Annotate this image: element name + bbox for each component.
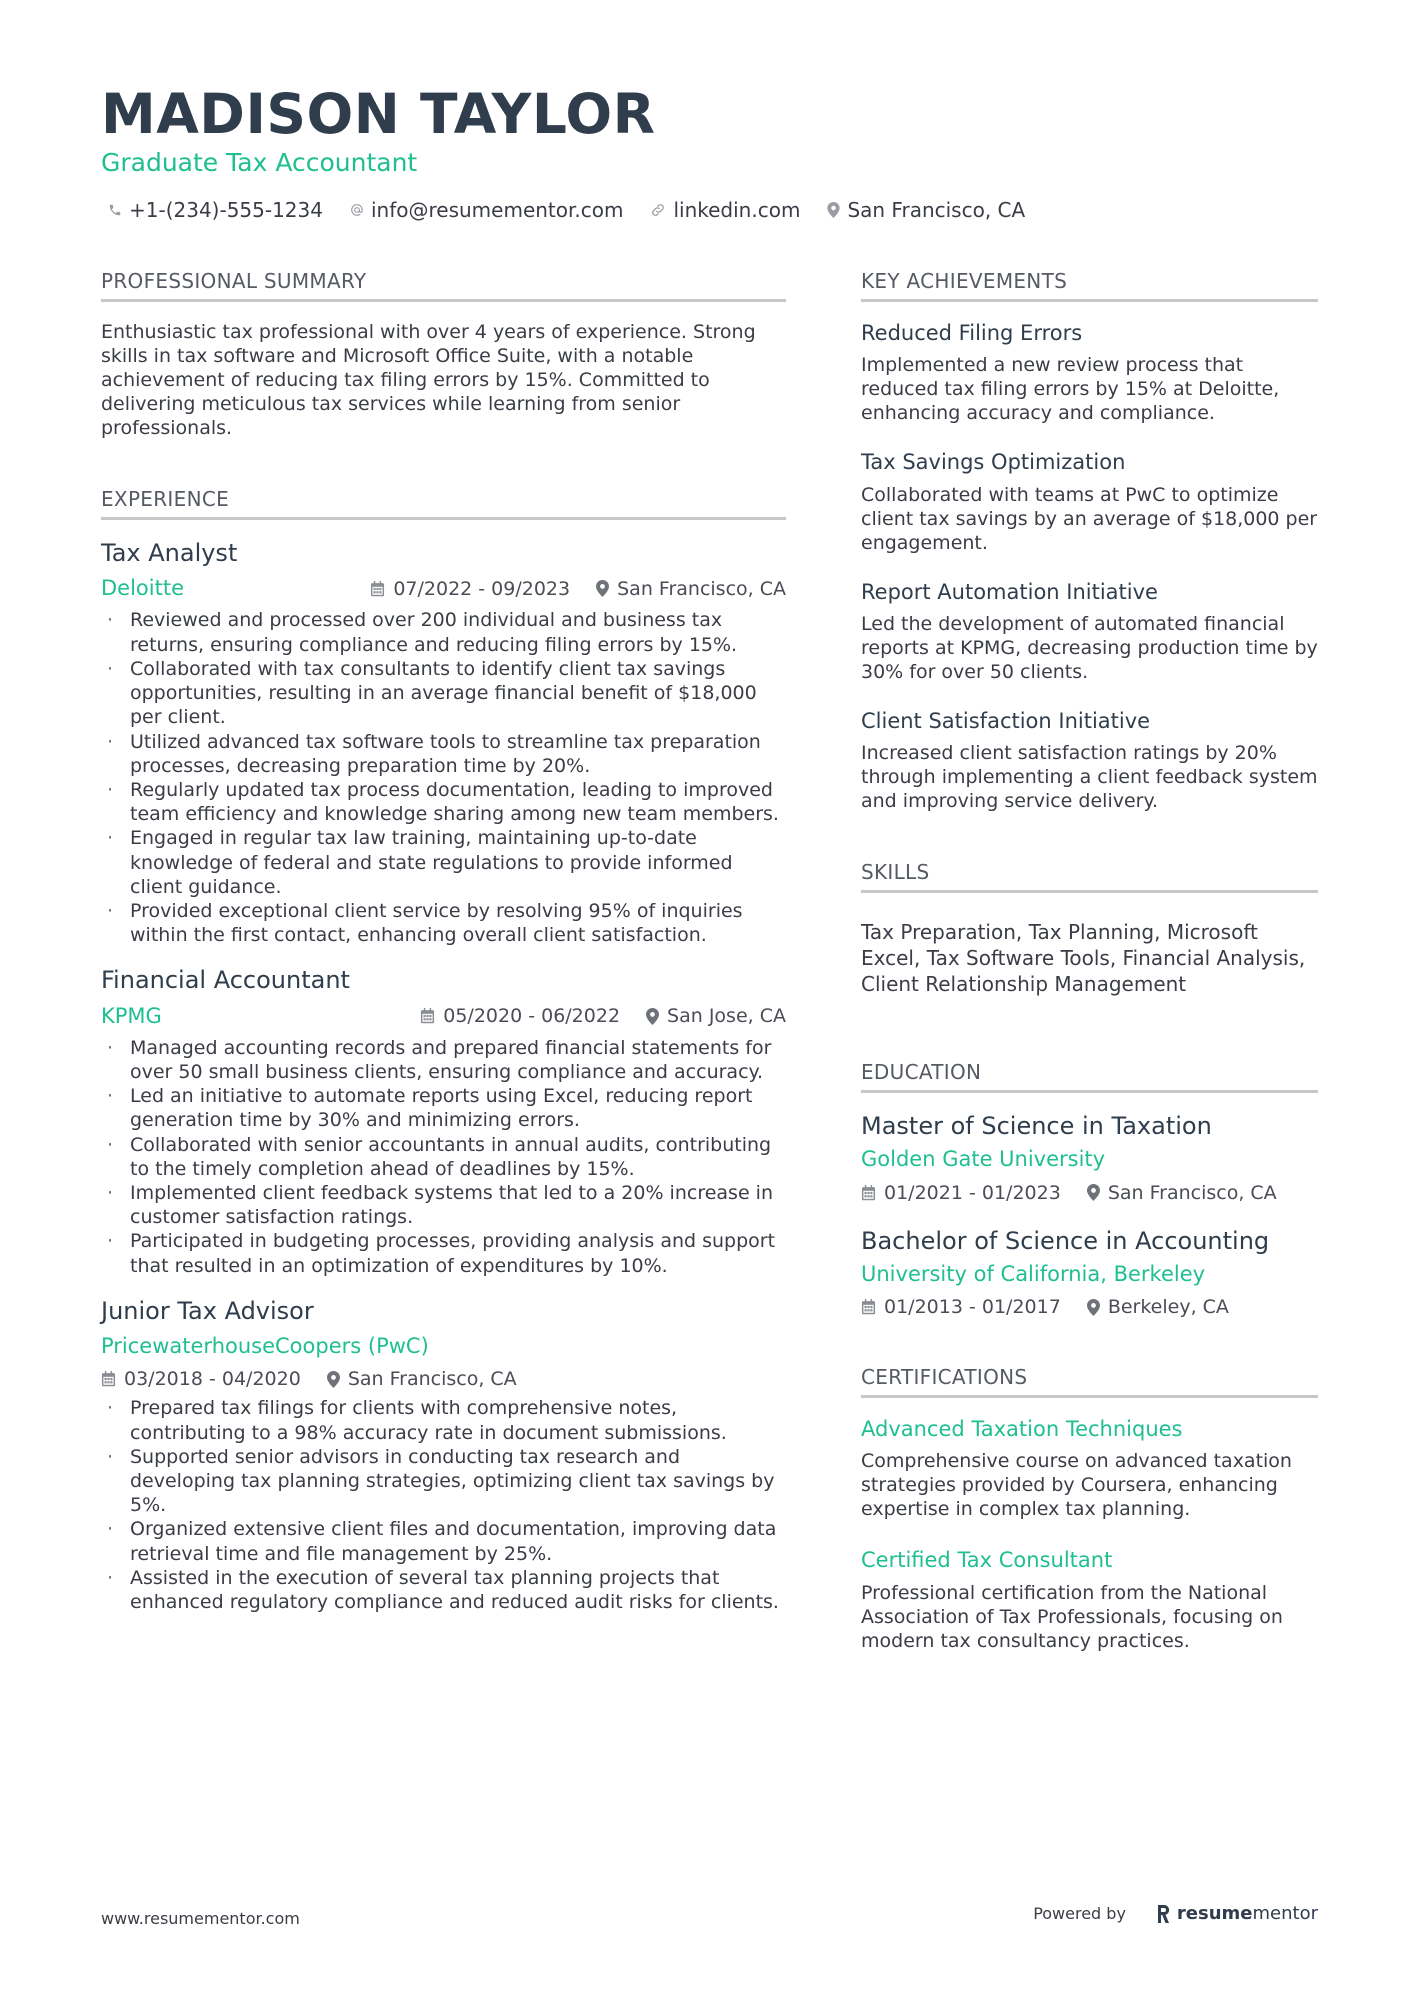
- education-dates-text: 01/2021 - 01/2023: [884, 1181, 1061, 1204]
- achievement-title: Tax Savings Optimization: [861, 450, 1126, 475]
- education-meta: [861, 1296, 1318, 1318]
- contact-linkedin[interactable]: [650, 198, 800, 222]
- contact-location: [827, 198, 1025, 222]
- calendar-icon: [420, 1008, 435, 1024]
- linkedin-text: linkedin.com: [673, 198, 801, 222]
- job-location: [646, 1005, 786, 1027]
- skills-heading: SKILLS: [861, 859, 1318, 893]
- certification-title: Advanced Taxation Techniques: [861, 1417, 1183, 1442]
- education-location-text: San Francisco, CA: [1107, 1181, 1277, 1204]
- footer-url[interactable]: www.resumementor.com: [101, 1909, 300, 1928]
- job-location: [327, 1368, 517, 1390]
- job-dates: [370, 578, 570, 600]
- school-name: University of California, Berkeley: [861, 1261, 1206, 1286]
- at-icon: [350, 203, 364, 217]
- achievement-desc: Implemented a new review process that reduced tax filing errors by 15% at Deloitte, enhancing accuracy and compliance.: [861, 354, 1280, 425]
- bullet-item: · Prepared tax filings for clients with comprehensive notes, contributing to a 98% accuracy rate in document submissions.: [101, 1396, 786, 1444]
- degree-title: Bachelor of Science in Accounting: [861, 1226, 1270, 1255]
- job-meta: [370, 578, 786, 600]
- summary-heading: PROFESSIONAL SUMMARY: [101, 268, 786, 302]
- school-name: Golden Gate University: [861, 1147, 1106, 1172]
- footer-powered-by: [1033, 1903, 1318, 1924]
- job-dates-text: 05/2020 - 06/2022: [443, 1005, 621, 1028]
- right-column: [861, 268, 1318, 1679]
- location-text: San Francisco, CA: [847, 198, 1026, 222]
- job-entry: [101, 965, 786, 1278]
- location-pin-icon: [827, 202, 840, 218]
- bullet-item: · Organized extensive client files and documentation, improving data retrieval time and file management by 25%.: [101, 1517, 786, 1565]
- company-name: KPMG: [101, 1003, 162, 1028]
- calendar-icon: [861, 1185, 876, 1201]
- bullet-item: · Collaborated with senior accountants in annual audits, contributing to the timely completion ahead of deadlines by 15%.: [101, 1133, 786, 1181]
- email-text: info@resumementor.com: [370, 198, 624, 222]
- job-bullets: [101, 1036, 786, 1278]
- education-dates: [861, 1182, 1061, 1204]
- education-meta: [861, 1182, 1318, 1204]
- bullet-item: · Participated in budgeting processes, providing analysis and support that resulted in an optimization of expenditures by 10%.: [101, 1229, 786, 1277]
- experience-heading: EXPERIENCE: [101, 486, 786, 520]
- achievements-heading: KEY ACHIEVEMENTS: [861, 268, 1318, 302]
- certification-desc: Professional certification from the National Association of Tax Professionals, focusing on modern tax consultancy practices.: [861, 1581, 1283, 1652]
- achievement-title: Reduced Filing Errors: [861, 321, 1083, 345]
- summary-text: Enthusiastic tax professional with over 4 years of experience. Strong skills in tax software and Microsoft Office Suite, with a notable achievement of reducing tax filing errors by 15%. Committed to delivering meticulous tax services while learning from senior professionals.: [101, 321, 756, 439]
- achievement-item: [861, 449, 1318, 554]
- job-bullets: [101, 608, 786, 947]
- education-item: [861, 1226, 1318, 1318]
- job-meta: [101, 1368, 786, 1390]
- contact-email[interactable]: [350, 198, 623, 222]
- education-location: [1087, 1182, 1277, 1204]
- bullet-item: · Managed accounting records and prepared financial statements for over 50 small business clients, ensuring compliance and accuracy.: [101, 1036, 786, 1084]
- degree-title: Master of Science in Taxation: [861, 1112, 1212, 1141]
- powered-by-text: Powered by: [1033, 1904, 1126, 1923]
- location-pin-icon: [1087, 1184, 1100, 1201]
- certification-desc: Comprehensive course on advanced taxation strategies provided by Coursera, enhancing expertise in complex tax planning.: [861, 1450, 1292, 1521]
- certification-item: [861, 1547, 1318, 1652]
- bullet-item: · Collaborated with tax consultants to identify client tax savings opportunities, resulting in an average financial benefit of $18,000 per client.: [101, 657, 786, 730]
- certifications-heading: CERTIFICATIONS: [861, 1364, 1318, 1398]
- education-location-text: Berkeley, CA: [1107, 1296, 1229, 1319]
- job-dates-text: 03/2018 - 04/2020: [124, 1368, 301, 1391]
- company-name: PricewaterhouseCoopers (PwC): [101, 1334, 429, 1359]
- achievement-title: Client Satisfaction Initiative: [861, 708, 1151, 733]
- job-entry: [101, 1296, 786, 1614]
- education-location: [1087, 1296, 1229, 1318]
- achievement-desc: Led the development of automated financial reports at KPMG, decreasing production time by 30% for over 50 clients.: [861, 612, 1318, 683]
- job-header-row: [101, 1003, 786, 1030]
- job-title: Junior Tax Advisor: [101, 1296, 314, 1325]
- job-header-row: [101, 575, 786, 602]
- job-entry: [101, 538, 786, 947]
- bullet-item: · Assisted in the execution of several tax planning projects that enhanced regulatory compliance and reduced audit risks for clients.: [101, 1566, 786, 1614]
- skills-text: Tax Preparation, Tax Planning, Microsoft Excel, Tax Software Tools, Financial Analysis, Client Relationship Management: [861, 920, 1306, 997]
- location-pin-icon: [596, 580, 609, 597]
- job-dates: [101, 1368, 301, 1390]
- brand-bold: resume: [1176, 1903, 1253, 1924]
- contact-bar: [108, 198, 1052, 222]
- bullet-item: · Regularly updated tax process documentation, leading to improved team efficiency and knowledge sharing among new team members.: [101, 778, 786, 826]
- bullet-item: · Reviewed and processed over 200 individual and business tax returns, ensuring compliance and reducing filing errors by 15%.: [101, 608, 786, 656]
- job-location: [596, 578, 786, 600]
- contact-phone[interactable]: [108, 198, 323, 222]
- bullet-item: · Led an initiative to automate reports using Excel, reducing report generation time by 30% and minimizing errors.: [101, 1084, 786, 1132]
- candidate-role: Graduate Tax Accountant: [101, 148, 418, 177]
- phone-icon: [108, 203, 122, 217]
- job-dates: [420, 1005, 620, 1027]
- job-title: Tax Analyst: [101, 539, 238, 567]
- achievement-item: [861, 708, 1318, 813]
- achievement-desc: Collaborated with teams at PwC to optimize client tax savings by an average of $18,000 per engagement.: [861, 483, 1318, 554]
- achievement-item: [861, 320, 1318, 425]
- link-icon: [650, 202, 666, 218]
- bullet-item: · Supported senior advisors in conducting tax research and developing tax planning strategies, optimizing client tax savings by 5%.: [101, 1445, 786, 1518]
- job-title: Financial Accountant: [101, 966, 350, 995]
- education-heading: EDUCATION: [861, 1059, 1318, 1093]
- company-name: Deloitte: [101, 576, 184, 601]
- candidate-name: MADISON TAYLOR: [101, 82, 656, 146]
- job-location-text: San Francisco, CA: [347, 1368, 517, 1391]
- bullet-item: · Provided exceptional client service by resolving 95% of inquiries within the first contact, enhancing overall client satisfaction.: [101, 899, 786, 947]
- achievement-title: Report Automation Initiative: [861, 579, 1158, 604]
- brand-logo[interactable]: [1156, 1903, 1318, 1924]
- resumementor-logo-icon: [1156, 1904, 1171, 1924]
- brand-rest: mentor: [1252, 1903, 1318, 1924]
- phone-text: +1-(234)-555-1234: [129, 198, 323, 222]
- education-item: [861, 1111, 1318, 1203]
- bullet-item: · Utilized advanced tax software tools to streamline tax preparation processes, decreasing preparation time by 20%.: [101, 730, 786, 778]
- calendar-icon: [861, 1299, 876, 1315]
- location-pin-icon: [327, 1371, 340, 1388]
- bullet-item: · Implemented client feedback systems that led to a 20% increase in customer satisfaction ratings.: [101, 1181, 786, 1229]
- education-dates-text: 01/2013 - 01/2017: [884, 1296, 1061, 1319]
- left-column: [101, 268, 786, 1632]
- job-meta: [420, 1005, 786, 1027]
- job-location-text: San Jose, CA: [667, 1005, 786, 1028]
- job-dates-text: 07/2022 - 09/2023: [393, 577, 571, 600]
- location-pin-icon: [1087, 1299, 1100, 1316]
- certification-title: Certified Tax Consultant: [861, 1548, 1113, 1573]
- education-dates: [861, 1296, 1061, 1318]
- job-bullets: [101, 1396, 786, 1614]
- achievement-item: [861, 579, 1318, 684]
- calendar-icon: [101, 1371, 116, 1387]
- calendar-icon: [370, 581, 385, 597]
- job-location-text: San Francisco, CA: [617, 577, 786, 600]
- bullet-item: · Engaged in regular tax law training, maintaining up-to-date knowledge of federal and state regulations to provide informed client guidance.: [101, 826, 786, 899]
- achievement-desc: Increased client satisfaction ratings by 20% through implementing a client feedback system and improving service delivery.: [861, 742, 1318, 813]
- location-pin-icon: [646, 1008, 659, 1025]
- certification-item: [861, 1416, 1318, 1521]
